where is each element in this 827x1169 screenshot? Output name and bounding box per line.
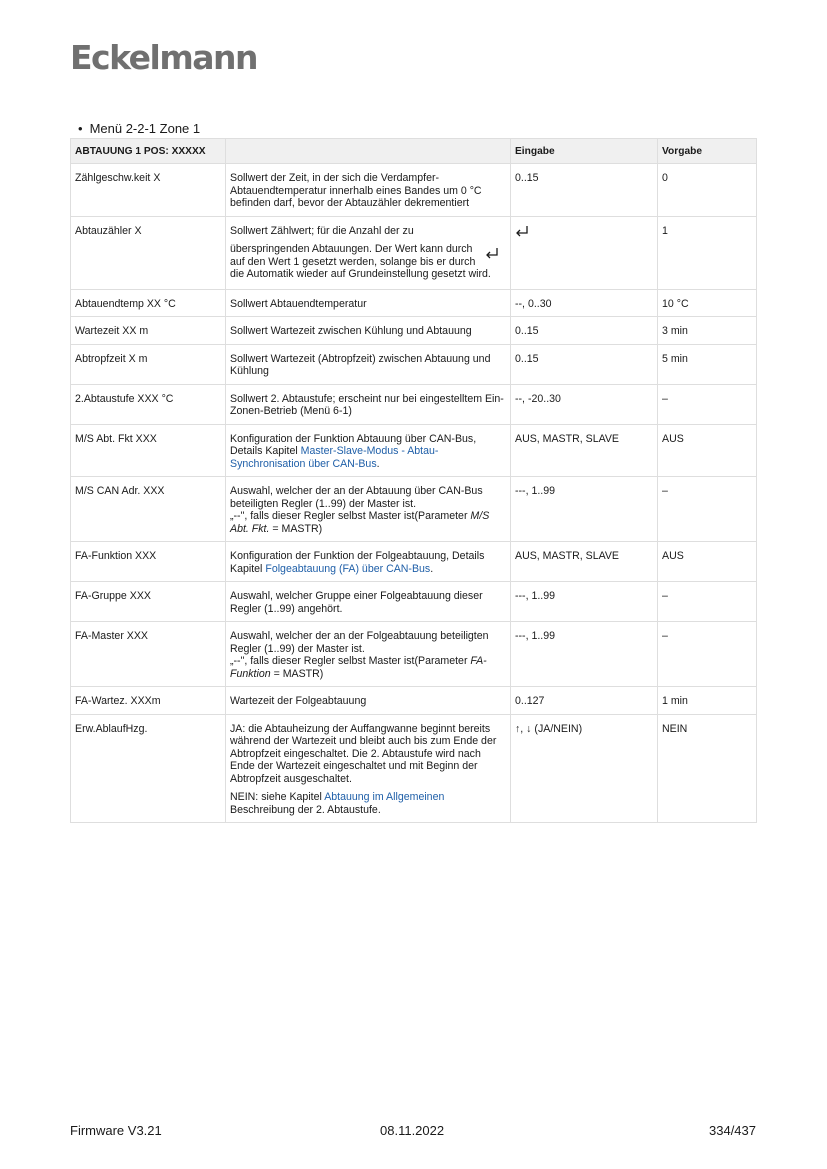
param-default: – — [658, 622, 757, 687]
param-name: 2.Abtaustufe XXX °C — [71, 384, 226, 424]
param-description: Auswahl, welcher Gruppe einer Folgeabtauung dieser Regler (1..99) angehört. — [226, 582, 511, 622]
param-input: --, -20..30 — [511, 384, 658, 424]
table-row — [71, 344, 757, 384]
enter-key-icon — [485, 247, 499, 259]
param-input: 0..15 — [511, 164, 658, 217]
header-description — [226, 139, 511, 164]
parameter-table — [70, 138, 757, 823]
param-default: 1 min — [658, 687, 757, 715]
table-row — [71, 164, 757, 217]
param-description: Konfiguration der Funktion der Folgeabtauung, Details Kapitel Folgeabtauung (FA) über CAN-Bus. — [226, 542, 511, 582]
param-description — [226, 714, 511, 823]
param-default: 10 °C — [658, 289, 757, 317]
table-row — [71, 216, 757, 289]
table-row — [71, 424, 757, 477]
param-description: Sollwert der Zeit, in der sich die Verdampfer-Abtauendtemperatur innerhalb eines Bandes um 0 °C befinden darf, bevor der Abtauzähler dekrementiert — [226, 164, 511, 217]
desc-paragraph: NEIN: siehe Kapitel Abtauung im Allgemeinen Beschreibung der 2. Abtaustufe. — [230, 791, 445, 816]
table-row — [71, 714, 757, 823]
chapter-link[interactable]: Master-Slave-Modus - Abtau-Synchronisation über CAN-Bus — [230, 445, 439, 470]
param-input: ---, 1..99 — [511, 622, 658, 687]
desc-line: Sollwert Zählwert; für die Anzahl der zu — [230, 224, 414, 237]
param-description: Sollwert Abtauendtemperatur — [226, 289, 511, 317]
param-default: – — [658, 384, 757, 424]
param-input: 0..15 — [511, 317, 658, 345]
company-logo: Eckelmann — [70, 38, 257, 77]
param-description: Auswahl, welcher der an der Folgeabtauung beteiligten Regler (1..99) der Master ist. „--", falls dieser Regler selbst Master ist(Parameter FA-Funktion = MASTR) — [226, 622, 511, 687]
param-input: ↑, ↓ (JA/NEIN) — [511, 714, 658, 823]
param-description: Konfiguration der Funktion Abtauung über CAN-Bus, Details Kapitel Master-Slave-Modus - Abtau-Synchronisation über CAN-Bus. — [226, 424, 511, 477]
table-header-row — [71, 139, 757, 164]
param-name: FA-Gruppe XXX — [71, 582, 226, 622]
param-name: Abtauendtemp XX °C — [71, 289, 226, 317]
param-name: FA-Wartez. XXXm — [71, 687, 226, 715]
param-default: 0 — [658, 164, 757, 217]
param-default: AUS — [658, 424, 757, 477]
param-name: FA-Master XXX — [71, 622, 226, 687]
param-input: 0..127 — [511, 687, 658, 715]
param-name: FA-Funktion XXX — [71, 542, 226, 582]
param-name: M/S Abt. Fkt XXX — [71, 424, 226, 477]
header-default: Vorgabe — [658, 139, 757, 164]
param-input: ---, 1..99 — [511, 582, 658, 622]
param-name: Zählgeschw.keit X — [71, 164, 226, 217]
param-description: Wartezeit der Folgeabtauung — [226, 687, 511, 715]
table-row — [71, 687, 757, 715]
param-default: AUS — [658, 542, 757, 582]
footer-date: 08.11.2022 — [380, 1123, 445, 1138]
section-title: Menü 2-2-1 Zone 1 — [89, 121, 201, 136]
table-row — [71, 477, 757, 542]
footer-firmware: Firmware V3.21 — [70, 1123, 162, 1138]
param-description: Sollwert 2. Abtaustufe; erscheint nur bei eingestelltem Ein-Zonen-Betrieb (Menü 6-1) — [226, 384, 511, 424]
desc-paragraph: JA: die Abtauheizung der Auffangwanne beginnt bereits während der Wartezeit und bleibt auch bis zum Ende der Abtropfzeit eingeschaltet. Die 2. Abtaustufe wird nach Ende der Wartezeit eingeschaltet und mit Beginn der Abtropfzeit ausgeschaltet. — [230, 722, 497, 785]
param-input: ---, 1..99 — [511, 477, 658, 542]
param-name: Erw.AblaufHzg. — [71, 714, 226, 823]
param-name: Wartezeit XX m — [71, 317, 226, 345]
table-row — [71, 542, 757, 582]
param-default: – — [658, 582, 757, 622]
header-parameter: ABTAUUNG 1 POS: XXXXX — [71, 139, 226, 164]
table-row — [71, 289, 757, 317]
table-row — [71, 622, 757, 687]
table-row — [71, 582, 757, 622]
bullet: • — [78, 121, 83, 136]
table-row — [71, 317, 757, 345]
param-description — [226, 216, 511, 289]
param-name: Abtropfzeit X m — [71, 344, 226, 384]
desc-line: auf den Wert 1 gesetzt werden, solange bis er durch die Automatik wieder auf Grundeinstellung gesetzt wird. — [230, 255, 491, 280]
param-default: – — [658, 477, 757, 542]
param-input — [511, 216, 658, 289]
param-default: 5 min — [658, 344, 757, 384]
param-name: M/S CAN Adr. XXX — [71, 477, 226, 542]
param-default: NEIN — [658, 714, 757, 823]
param-default: 3 min — [658, 317, 757, 345]
param-description: Sollwert Wartezeit (Abtropfzeit) zwischen Abtauung und Kühlung — [226, 344, 511, 384]
chapter-link[interactable]: Folgeabtauung (FA) über CAN-Bus — [265, 562, 431, 575]
desc-line: überspringenden Abtauungen. Der Wert kann durch — [230, 243, 505, 256]
param-input: 0..15 — [511, 344, 658, 384]
section-heading — [78, 121, 200, 136]
table-row — [71, 384, 757, 424]
header-input: Eingabe — [511, 139, 658, 164]
enter-key-icon — [515, 225, 529, 237]
chapter-link[interactable]: Abtauung im Allgemeinen — [324, 791, 445, 803]
param-input: --, 0..30 — [511, 289, 658, 317]
param-description: Auswahl, welcher der an der Abtauung über CAN-Bus beteiligten Regler (1..99) der Master ist. „--", falls dieser Regler selbst Master ist(Parameter M/S Abt. Fkt. = MASTR) — [226, 477, 511, 542]
footer-page-number: 334/437 — [709, 1123, 756, 1138]
param-description: Sollwert Wartezeit zwischen Kühlung und Abtauung — [226, 317, 511, 345]
param-default: 1 — [658, 216, 757, 289]
param-name: Abtauzähler X — [71, 216, 226, 289]
param-input: AUS, MASTR, SLAVE — [511, 542, 658, 582]
param-input: AUS, MASTR, SLAVE — [511, 424, 658, 477]
